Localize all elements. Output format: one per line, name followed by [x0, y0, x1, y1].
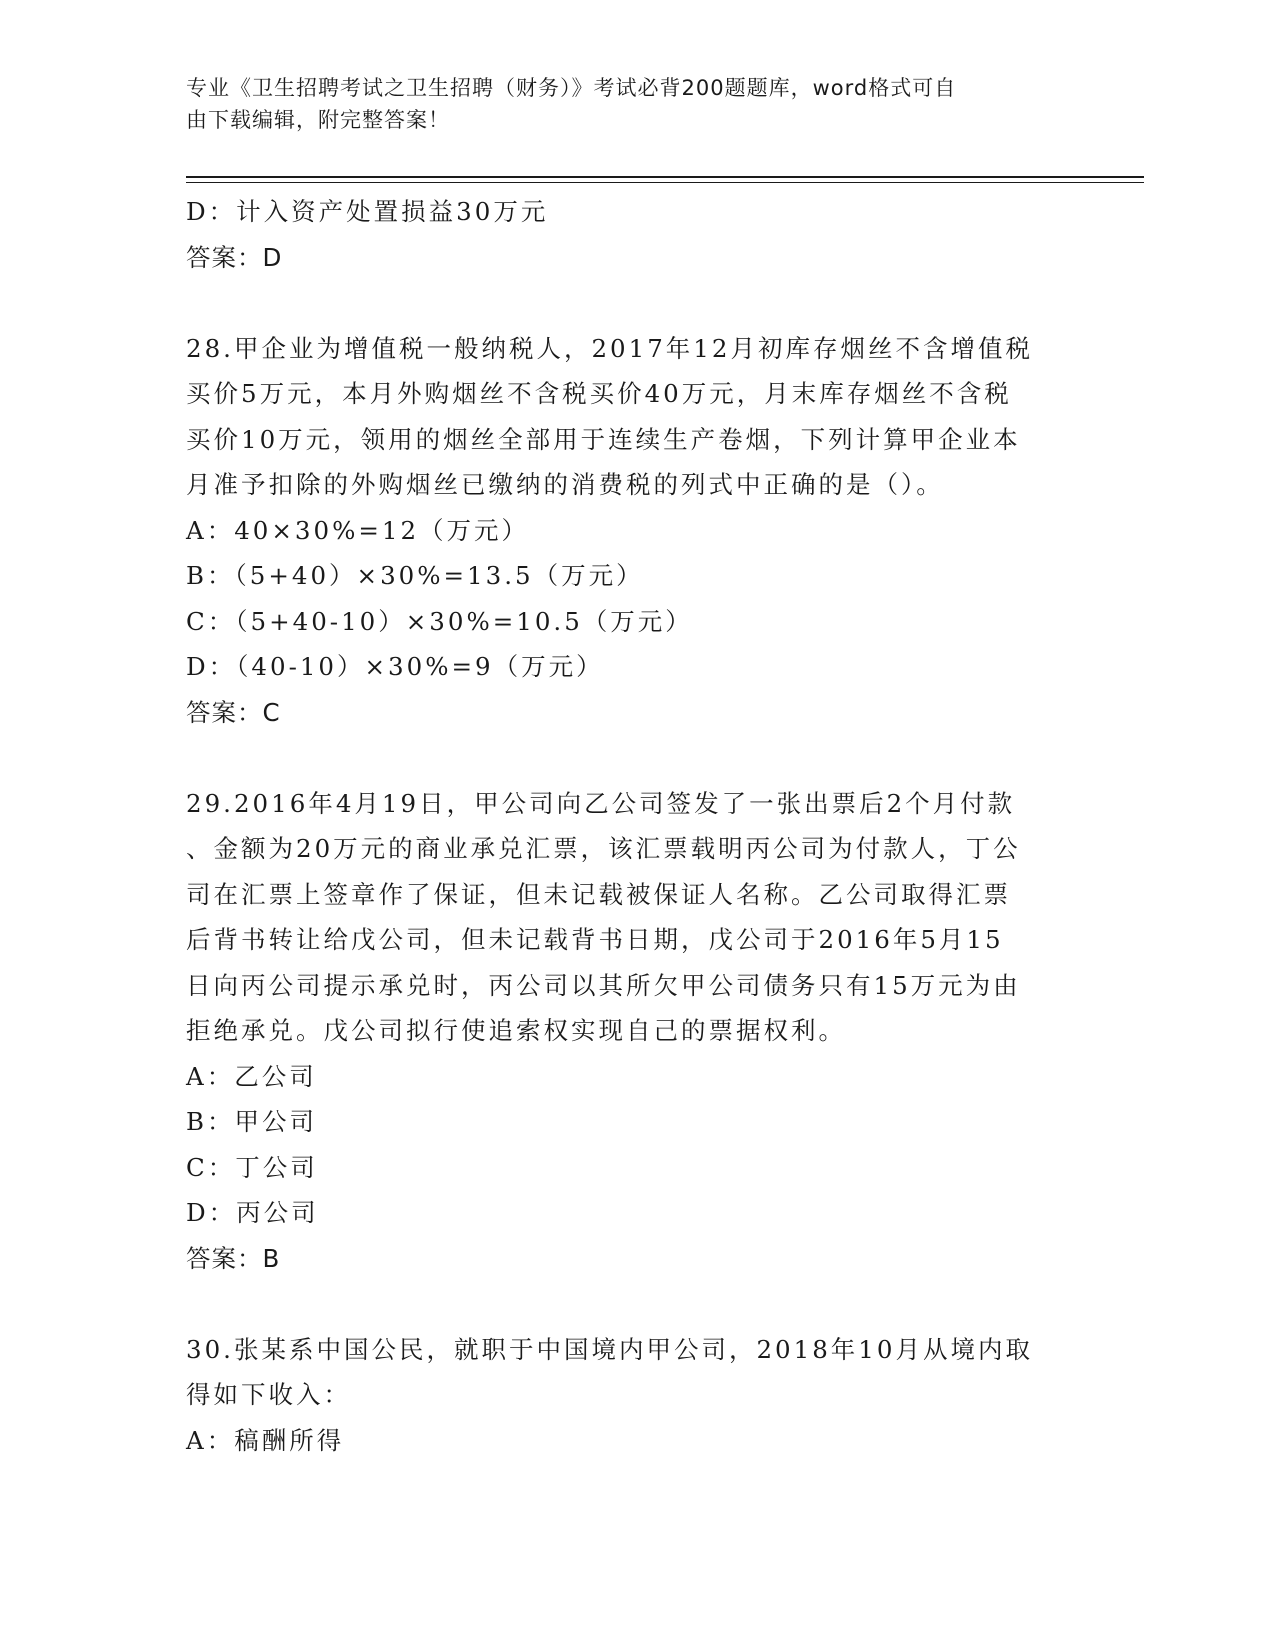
q29-option-c: C：丁公司 — [186, 1152, 318, 1182]
q29-line-3: 司在汇票上签章作了保证，但未记载被保证人名称。乙公司取得汇票 — [186, 879, 1011, 909]
page-header — [186, 72, 1066, 136]
q29-answer: 答案：B — [186, 1243, 281, 1273]
spacer — [186, 1281, 1066, 1327]
q29-line-4: 后背书转让给戊公司，但未记载背书日期，戊公司于2016年5月15 — [186, 925, 1004, 954]
q29-line-2: 、金额为20万元的商业承兑汇票，该汇票载明丙公司为付款人，丁公 — [186, 834, 1021, 863]
header-rule-thin — [186, 182, 1144, 183]
q29-line-5: 日向丙公司提示承兑时，丙公司以其所欠甲公司债务只有15万元为由 — [186, 970, 1021, 1000]
q30-line-1: 30.张某系中国公民，就职于中国境内甲公司，2018年10月从境内取 — [186, 1334, 1033, 1364]
q28-option-b: B：（5+40）×30%=13.5（万元） — [186, 561, 644, 590]
q29-option-d: D：丙公司 — [186, 1198, 319, 1227]
q28-line-1: 28.甲企业为增值税一般纳税人，2017年12月初库存烟丝不含增值税 — [186, 333, 1033, 363]
q28-option-c: C：（5+40-10）×30%=10.5（万元） — [186, 606, 693, 636]
question-28 — [186, 326, 1066, 736]
q29-option-b: B：甲公司 — [186, 1107, 318, 1136]
q28-line-4: 月准予扣除的外购烟丝已缴纳的消费税的列式中正确的是（）。 — [186, 470, 944, 499]
spacer — [186, 735, 1066, 781]
header-line-1: 专业《卫生招聘考试之卫生招聘（财务）》考试必背200题题库，word格式可自 — [186, 76, 957, 100]
question-29 — [186, 781, 1066, 1282]
q28-answer: 答案：C — [186, 697, 281, 727]
q28-option-d: D：（40-10）×30%=9（万元） — [186, 652, 604, 681]
q29-option-a: A：乙公司 — [186, 1061, 317, 1091]
q30-line-2: 得如下收入： — [186, 1380, 351, 1409]
prev-answer: 答案：D — [186, 242, 283, 272]
q28-line-2: 买价5万元，本月外购烟丝不含税买价40万元，月末库存烟丝不含税 — [186, 379, 1012, 408]
header-line-2: 由下载编辑，附完整答案！ — [186, 108, 450, 132]
q28-option-a: A：40×30%=12（万元） — [186, 515, 530, 545]
q29-line-6: 拒绝承兑。戊公司拟行使追索权实现自己的票据权利。 — [186, 1016, 846, 1045]
q29-line-1: 29.2016年4月19日，甲公司向乙公司签发了一张出票后2个月付款 — [186, 788, 1016, 818]
prev-option-d: D：计入资产处置损益30万元 — [186, 197, 549, 226]
header-rule-thick — [186, 176, 1144, 178]
page-content — [186, 189, 1066, 1463]
question-30 — [186, 1327, 1066, 1464]
q28-line-3: 买价10万元，领用的烟丝全部用于连续生产卷烟，下列计算甲企业本 — [186, 424, 1021, 454]
spacer — [186, 280, 1066, 326]
q30-option-a: A：稿酬所得 — [186, 1425, 345, 1455]
